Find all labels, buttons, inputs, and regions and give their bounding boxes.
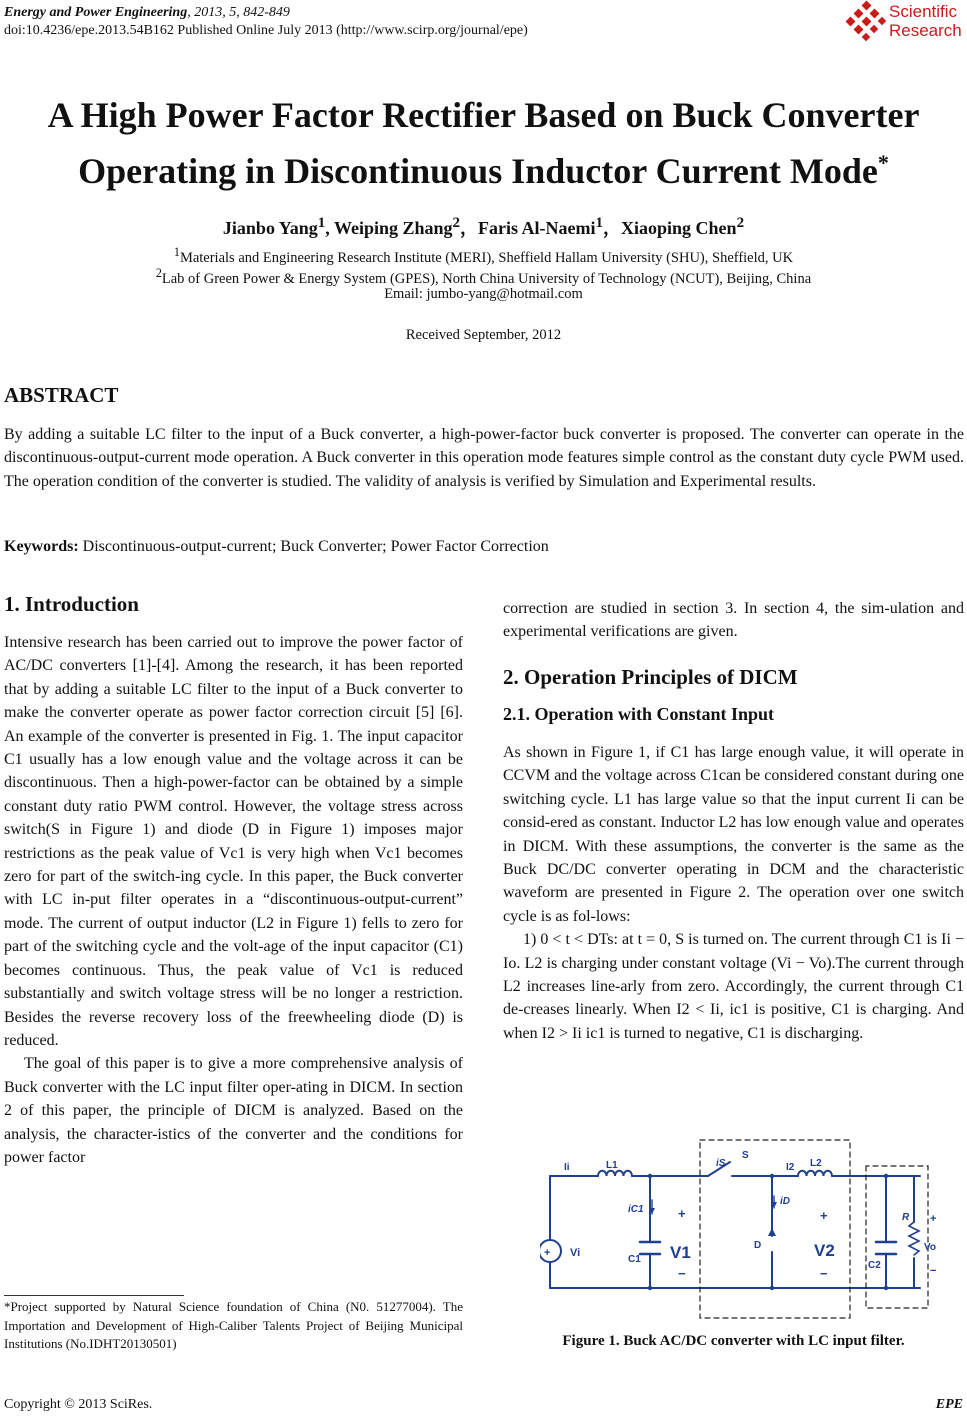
label-vo-minus: − bbox=[930, 1265, 937, 1277]
abstract-text: By adding a suitable LC filter to the input of a Buck converter, a high-power-factor buck converter is proposed. The converter can operate in the discontinuous-output-current mode operation. A Buck converter in this operation mode features simple control as the constant duty cycle PWM used. The operation condition of the converter is studied. The validity of analysis is verified by Simulation and Experimental results. bbox=[4, 426, 964, 490]
logo-line-2: Research bbox=[889, 21, 962, 40]
label-i2: I2 bbox=[786, 1162, 795, 1173]
label-v2-minus: − bbox=[820, 1266, 828, 1281]
label-id: iD bbox=[780, 1196, 790, 1207]
logo-diamond-icon bbox=[845, 0, 889, 44]
label-r: R bbox=[902, 1212, 910, 1223]
label-s: S bbox=[742, 1150, 749, 1161]
author-3: ，Faris Al-Naemi bbox=[460, 218, 596, 238]
label-l1: L1 bbox=[606, 1160, 618, 1171]
author-1: Jianbo Yang bbox=[222, 218, 318, 238]
diode-icon bbox=[768, 1228, 776, 1236]
logo-text bbox=[889, 2, 962, 40]
right-paragraph-2: 1) 0 < t < DTs: at t = 0, S is turned on. The current through C1 is Ii − Io. L2 is charging under constant voltage (Vi − Vo).The current through L2 increases line-arly from zero. Accordingly, the current through C1 de-creases linearly. When I2 < Ii, ic1 is positive, C1 is charging. And when I2 > Ii ic1 is turned to negative, C1 is discharging. bbox=[503, 931, 964, 1042]
section-2-heading-text: 2. Operation Principles of DICM bbox=[503, 665, 798, 689]
author-1-affil: 1 bbox=[317, 215, 326, 231]
author-2-affil: 2 bbox=[452, 215, 461, 231]
label-ic1: iC1 bbox=[628, 1204, 644, 1215]
publisher-logo bbox=[845, 0, 965, 46]
title-line-2-text: Operating in Discontinuous Inductor Current Mode bbox=[78, 151, 878, 191]
intro-paragraph-2: The goal of this paper is to give a more comprehensive analysis of Buck converter with the LC input filter oper-ating in DICM. In section 2 of this paper, the principle of DICM is analyzed. Based on the analysis, the character-istics of the converter and the conditions for power factor bbox=[4, 1055, 463, 1166]
label-is: iS bbox=[716, 1158, 726, 1169]
figure-1-caption: Figure 1. Buck AC/DC converter with LC input filter. bbox=[562, 1333, 905, 1349]
affiliation-1-text: Materials and Engineering Research Institute (MERI), Sheffield Hallam University (SHU), Sheffield, UK bbox=[179, 249, 794, 266]
label-v2: V2 bbox=[814, 1241, 835, 1260]
title-footnote-mark: * bbox=[877, 150, 889, 175]
author-4-affil: 2 bbox=[736, 215, 745, 231]
inductor-l2 bbox=[798, 1171, 832, 1176]
section-2-1-heading-text: 2.1. Operation with Constant Input bbox=[503, 704, 775, 724]
author-4: ，Xiaoping Chen bbox=[603, 218, 737, 238]
received-date: Received September, 2012 bbox=[405, 327, 562, 343]
affiliation-2-text: Lab of Green Power & Energy System (GPES), North China University of Technology (NCUT), Beijing, China bbox=[161, 270, 812, 287]
label-vo-plus: + bbox=[930, 1213, 937, 1225]
journal-header bbox=[4, 4, 290, 21]
intro-paragraph-1: Intensive research has been carried out to improve the power factor of AC/DC converters [1]-[4]. Among the research, it has been reported that by adding a suitable LC filter to the input of a Buck converter to make the converter operate as power factor correction circuit [5] [6]. An example of the converter is presented in Fig. 1. The input capacitor C1 usually has a low enough value and the voltage across it can be discontinuous. Then a high-power-factor can be obtained by a simple constant duty ratio PWM control. However, the voltage stress across switch(S in Figure 1) and diode (D in Figure 1) imposes major restrictions as the peak value of Vc1 is very high when Vc1 becomes zero for part of the switch-ing cycle. In this paper, the Buck converter with LC in-put filter operates in a “discontinuous-output-current” mode. The current of output inductor (L2 in Figure 1) fells to zero for part of the switching cycle and the volt-age of the input capacitor (C1) becomes continuous. Thus, the peak value of Vc1 is reduced substantially and switch voltage stress will be no longer a restriction. Besides the reverse recovery loss of the freewheeling diode (D) is reduced. bbox=[4, 634, 463, 1049]
keywords-text: Discontinuous-output-current; Buck Converter; Power Factor Correction bbox=[78, 538, 549, 555]
right-paragraph-1: As shown in Figure 1, if C1 has large enough value, it will operate in CCVM and the voltage across C1can be considered constant during one switching cycle. L1 has large value so that the input current Ii can be consid-ered as constant. Inductor L2 has low enough value and operates in DICM. With these assumptions, the converter is the same as the Buck DC/DC converter operating in DCM and the characteristic waveform are presented in Figure 2. The operation over one switch cycle is as fol-lows: bbox=[503, 744, 964, 925]
label-vi: Vi bbox=[570, 1247, 581, 1259]
section-2-1-body bbox=[503, 741, 964, 1045]
keywords bbox=[4, 538, 549, 556]
source-polarity: + bbox=[544, 1247, 551, 1259]
label-v1: V1 bbox=[670, 1243, 691, 1262]
journal-name: Energy and Power Engineering bbox=[4, 5, 188, 20]
label-vo: Vo bbox=[924, 1242, 937, 1253]
author-2: , Weiping Zhang bbox=[325, 218, 453, 238]
label-d: D bbox=[754, 1240, 762, 1251]
label-c2: C2 bbox=[868, 1260, 881, 1271]
label-v1-plus: + bbox=[678, 1206, 686, 1221]
logo-line-1: Scientific bbox=[889, 2, 958, 21]
journal-volume: , 2013, 5, 842-849 bbox=[187, 5, 290, 20]
intro-body bbox=[4, 631, 463, 1169]
section-2-heading bbox=[503, 665, 964, 690]
label-ii: Ii bbox=[564, 1162, 570, 1173]
copyright: Copyright © 2013 SciRes. bbox=[4, 1397, 153, 1412]
author-3-affil: 1 bbox=[595, 215, 604, 231]
label-v2-plus: + bbox=[820, 1208, 828, 1223]
affiliation-1-mark: 1 bbox=[173, 245, 180, 259]
journal-abbreviation: EPE bbox=[935, 1397, 963, 1412]
circuit-diagram bbox=[540, 1138, 940, 1320]
inductor-l1 bbox=[598, 1171, 632, 1176]
right-paragraph-0: correction are studied in section 3. In section 4, the sim-ulation and experimental verifications are given. bbox=[503, 600, 964, 641]
abstract-heading: ABSTRACT bbox=[4, 383, 119, 407]
author-list bbox=[0, 214, 967, 240]
right-column-continuation bbox=[503, 597, 964, 644]
keywords-label: Keywords: bbox=[4, 538, 79, 555]
title-line-2 bbox=[0, 139, 967, 195]
footnote-rule bbox=[4, 1295, 184, 1296]
title-line-1: A High Power Factor Rectifier Based on Buck Converter bbox=[47, 95, 920, 135]
paper-title bbox=[0, 92, 967, 195]
section-2-1-heading bbox=[503, 704, 964, 725]
intro-heading-text: 1. Introduction bbox=[4, 592, 139, 616]
author-email: Email: jumbo-yang@hotmail.com bbox=[384, 286, 583, 302]
footnote: *Project supported by Natural Science foundation of China (N0. 51277004). The Importation and Development of High-Caliber Talents Project of Beijing Municipal Institutions (No.IDHT20130501) bbox=[4, 1299, 463, 1351]
label-v1-minus: − bbox=[678, 1266, 686, 1281]
label-l2: L2 bbox=[810, 1158, 822, 1169]
affiliation-2-mark: 2 bbox=[155, 266, 162, 280]
label-c1: C1 bbox=[628, 1254, 641, 1265]
doi-line: doi:10.4236/epe.2013.54B162 Published Online July 2013 (http://www.scirp.org/journal/epe) bbox=[4, 23, 528, 38]
intro-heading bbox=[4, 592, 463, 617]
